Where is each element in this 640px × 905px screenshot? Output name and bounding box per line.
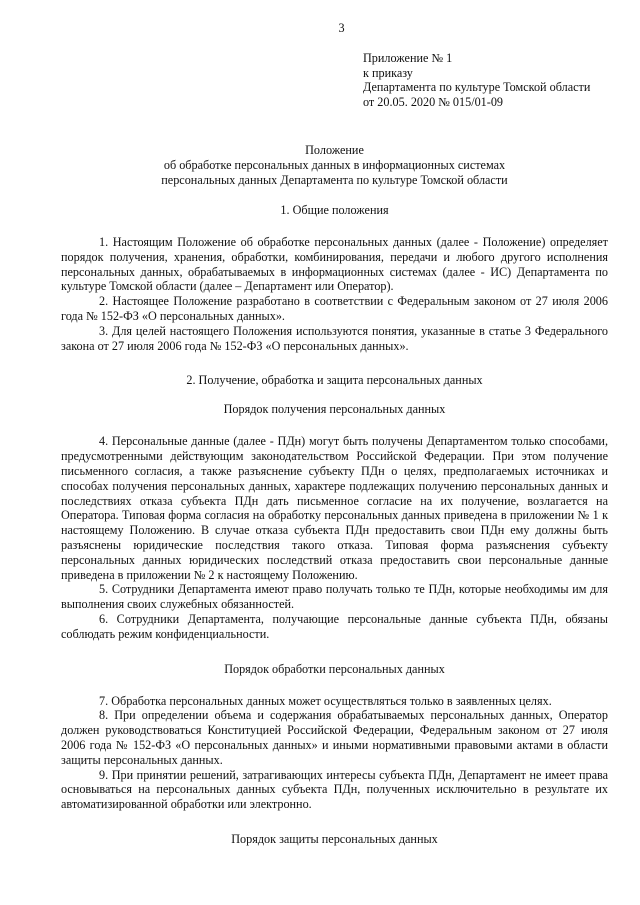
section-body xyxy=(61,694,608,812)
appendix-line: от 20.05. 2020 № 015/01-09 xyxy=(363,94,504,109)
paragraph: 5. Сотрудники Департамента имеют право получать только те ПДн, которые необходимы им для выполнения своих служебных обязанностей. xyxy=(61,582,608,612)
appendix-block xyxy=(363,51,608,109)
title-line: Положение xyxy=(305,143,364,157)
subsection-heading: Порядок получения персональных данных xyxy=(223,402,446,417)
paragraph: 7. Обработка персональных данных может осуществляться только в заявленных целях. xyxy=(99,693,552,708)
paragraph: 6. Сотрудники Департамента, получающие персональные данные субъекта ПДн, обязаны соблюдать режим конфиденциальности. xyxy=(61,611,608,641)
section-heading: 1. Общие положения xyxy=(280,203,389,217)
section-heading: 2. Получение, обработка и защита персональных данных xyxy=(186,373,483,388)
paragraph: 3. Для целей настоящего Положения используются понятия, указанные в статье 3 Федерального закона от 27 июля 2006 года № 152-ФЗ «О персональных данных». xyxy=(61,323,608,353)
section-body xyxy=(61,235,608,353)
paragraph: 1. Настоящим Положение об обработке персональных данных (далее - Положение) определяет порядок получения, хранения, обработки, комбинирования, передачи и любого другого исполнения персональных данных, обрабатываемых в информационных системах (далее - ИС) Департамента по культуре Томской области (далее – Департамент или Оператор). xyxy=(61,235,608,294)
title-line: персональных данных Департамента по культуре Томской области xyxy=(161,173,508,187)
appendix-line: Приложение № 1 xyxy=(363,51,453,65)
page-number: 3 xyxy=(338,21,345,35)
paragraph: 2. Настоящее Положение разработано в соответствии с Федеральным законом от 27 июля 2006 года № 152-ФЗ «О персональных данных». xyxy=(61,294,608,323)
appendix-line: Департамента по культуре Томской области xyxy=(363,80,591,94)
paragraph: 9. При принятии решений, затрагивающих интересы субъекта ПДн, Департамент не имеет права основываться на персональных данных субъекта ПДн, полученных исключительно в результате их автоматизированной обработки или электронно. xyxy=(61,767,608,812)
appendix-line: к приказу xyxy=(363,65,413,80)
paragraph: 8. При определении объема и содержания обрабатываемых персональных данных, Оператор должен руководствоваться Конституцией Российской Федерации, Федеральным законом от 27 июля 2006 года № 152-ФЗ «О персональных данных» и иными нормативными правовыми актами в области защиты персональных данных. xyxy=(61,708,608,767)
subsection-heading: Порядок обработки персональных данных xyxy=(224,661,445,676)
document-title xyxy=(61,143,608,188)
section-body xyxy=(61,434,608,641)
paragraph: 4. Персональные данные (далее - ПДн) могут быть получены Департаментом только способами, предусмотренными действующим законодательством Российской Федерации. При этом получение письменного согласия, а также разъяснение субъекту ПДн о целях, предполагаемых источниках и способах получения персональных данных, характере подлежащих получению персональных данных и последствиях отказа субъекта ПДн дать письменное согласие на их получение, возлагается на Оператора. Типовая форма согласия на обработку персональных данных приведена в приложении № 1 к настоящему Положению. В случае отказа субъекта ПДн предоставить свои ПДн ему должны быть разъяснены юридические последствия такого отказа. Типовая форма разъяснения субъекту персональных данных юридических последствий отказа предоставить свои персональные данные приведена в приложении № 2 к настоящему Положению. xyxy=(61,434,608,582)
title-line: об обработке персональных данных в информационных системах xyxy=(163,158,506,172)
subsection-heading: Порядок защиты персональных данных xyxy=(231,831,438,846)
